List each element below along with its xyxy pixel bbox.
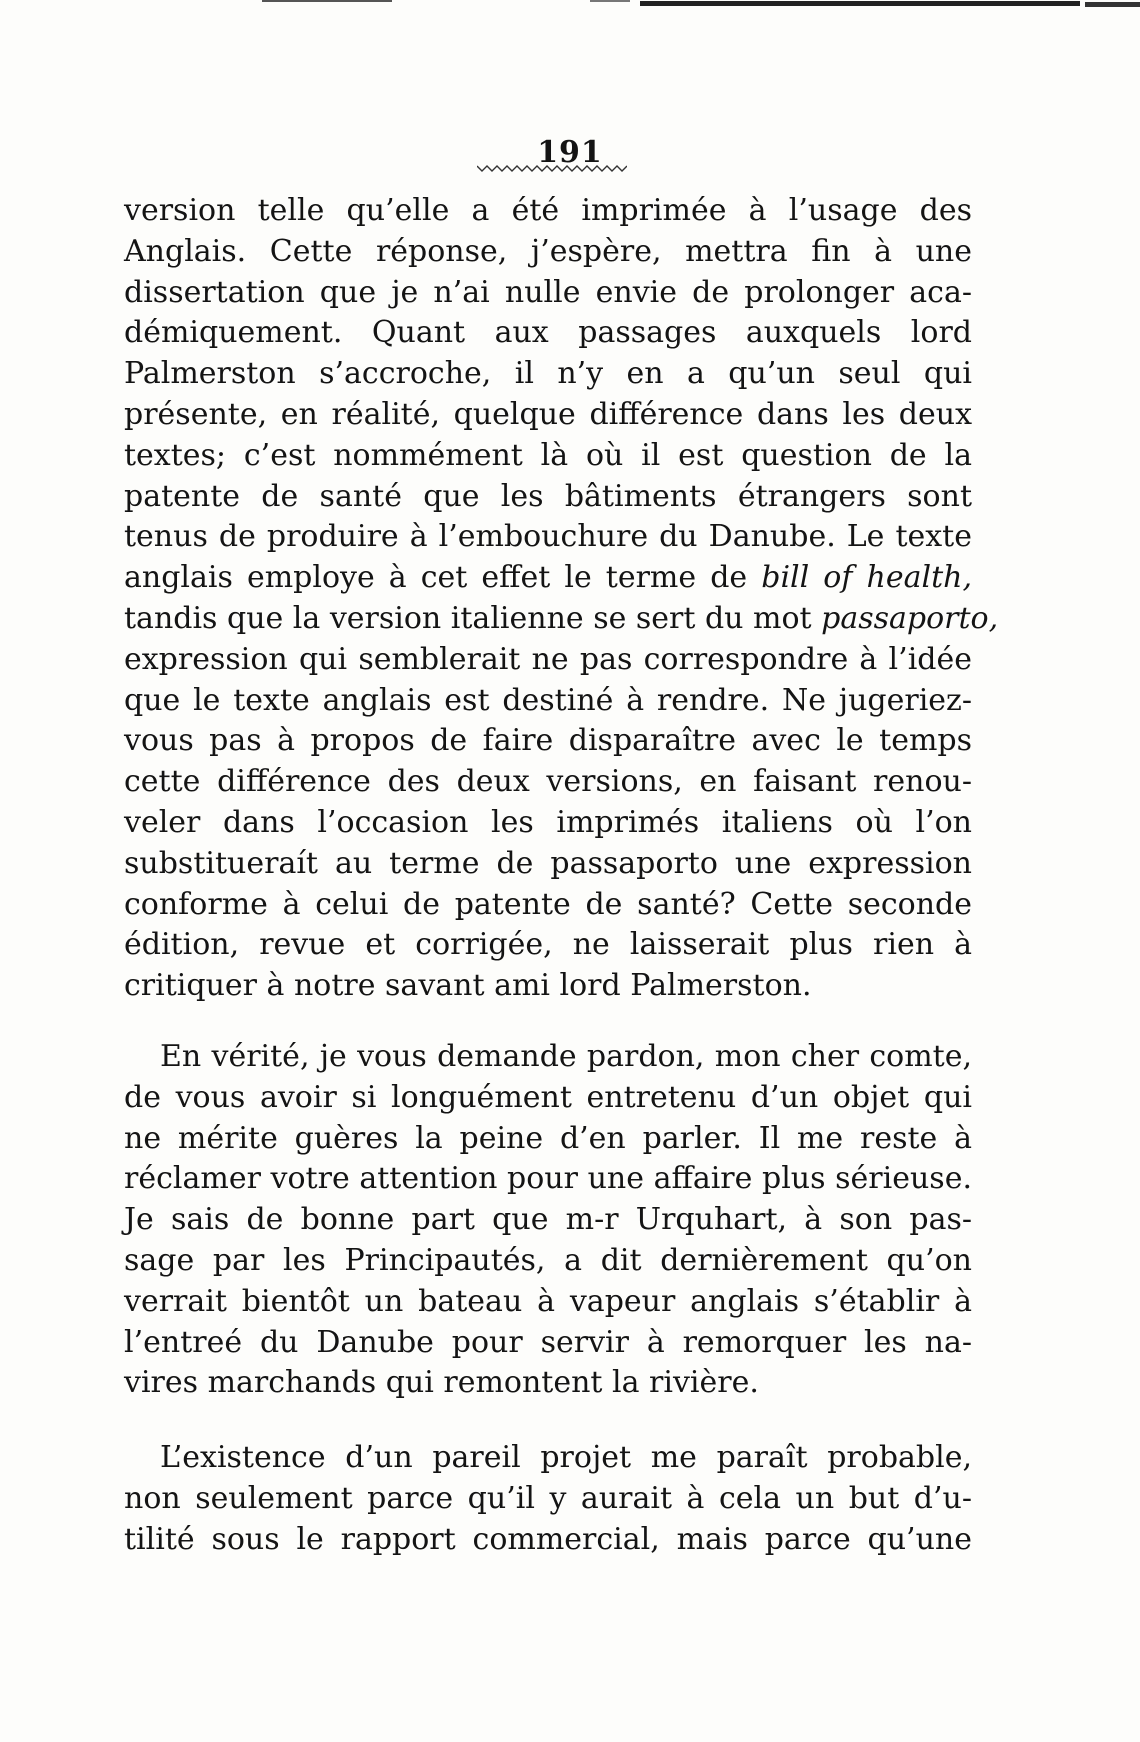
text-segment: tandis que la version italienne se sert du mot bbox=[124, 600, 822, 636]
text-line: réclamer votre attention pour une affaire plus sérieuse. bbox=[124, 1161, 972, 1197]
text-line-with-italic bbox=[124, 558, 972, 599]
text-line: présente, en réalité, quelque différence dans les deux bbox=[124, 396, 972, 432]
text-line: Palmerston s’accroche, il n’y en a qu’un seul qui bbox=[124, 356, 972, 392]
text-line: dissertation que je n’ai nulle envie de prolonger aca- bbox=[124, 274, 972, 310]
page-number: 191 bbox=[537, 135, 603, 170]
text-line: En vérité, je vous demande pardon, mon cher comte, bbox=[160, 1038, 972, 1074]
text-line: tilité sous le rapport commercial, mais parce qu’une bbox=[124, 1521, 972, 1557]
text-line: critiquer à notre savant ami lord Palmerston. bbox=[124, 968, 812, 1004]
text-line: sage par les Principautés, a dit dernièrement qu’on bbox=[124, 1242, 972, 1278]
text-line: l’entreé du Danube pour servir à remorquer les na- bbox=[124, 1324, 972, 1360]
text-line: de vous avoir si longuément entretenu d’un objet qui bbox=[124, 1079, 972, 1115]
text-line: cette différence des deux versions, en faisant renou- bbox=[124, 764, 972, 800]
text-line: textes; c’est nommément là où il est question de la bbox=[124, 437, 972, 473]
text-line: Je sais de bonne part que m-r Urquhart, à son pas- bbox=[124, 1202, 972, 1238]
text-line: que le texte anglais est destiné à rendre. Ne jugeriez- bbox=[124, 682, 972, 718]
text-line: tenus de produire à l’embouchure du Danube. Le texte bbox=[124, 519, 972, 555]
text-line: édition, revue et corrigée, ne laisserait plus rien à bbox=[124, 927, 972, 963]
text-line: vous pas à propos de faire disparaître avec le temps bbox=[124, 723, 972, 759]
text-line: patente de santé que les bâtiments étrangers sont bbox=[124, 478, 972, 514]
text-line: Anglais. Cette réponse, j’espère, mettra fin à une bbox=[124, 233, 972, 269]
wavy-ornament-icon bbox=[477, 163, 627, 173]
paragraph-2 bbox=[124, 1037, 972, 1404]
text-line-with-italic bbox=[124, 599, 999, 640]
text-segment: anglais employe à cet effet le terme de bbox=[124, 560, 762, 596]
paragraph-spacer bbox=[124, 1007, 972, 1037]
paragraph-3 bbox=[124, 1438, 972, 1560]
body-text bbox=[124, 191, 999, 1561]
text-line: démiquement. Quant aux passages auxquels lord bbox=[124, 315, 972, 351]
text-line: expression qui semblerait ne pas correspondre à l’idée bbox=[124, 641, 972, 677]
italic-term-bill-of-health: bill of health, bbox=[761, 560, 972, 596]
text-line: verrait bientôt un bateau à vapeur anglais s’établir à bbox=[124, 1283, 972, 1319]
text-line: non seulement parce qu’il y aurait à cela un but d’u- bbox=[124, 1480, 972, 1516]
text-line: version telle qu’elle a été imprimée à l’usage des bbox=[124, 193, 972, 228]
paragraph-spacer bbox=[124, 1404, 972, 1438]
top-border-rule bbox=[0, 0, 1140, 12]
paragraph-1 bbox=[124, 191, 999, 1007]
text-line: veler dans l’occasion les imprimés italiens où l’on bbox=[124, 804, 972, 840]
text-line: conforme à celui de patente de santé? Cette seconde bbox=[124, 886, 972, 922]
text-line: substitueraít au terme de passaporto une expression bbox=[124, 845, 972, 881]
text-line: vires marchands qui remontent la rivière. bbox=[124, 1365, 759, 1401]
italic-term-passaporto: passaporto, bbox=[821, 600, 999, 636]
text-line: ne mérite guères la peine d’en parler. Il me reste à bbox=[124, 1120, 972, 1156]
text-line: L’existence d’un pareil projet me paraît probable, bbox=[160, 1440, 972, 1476]
